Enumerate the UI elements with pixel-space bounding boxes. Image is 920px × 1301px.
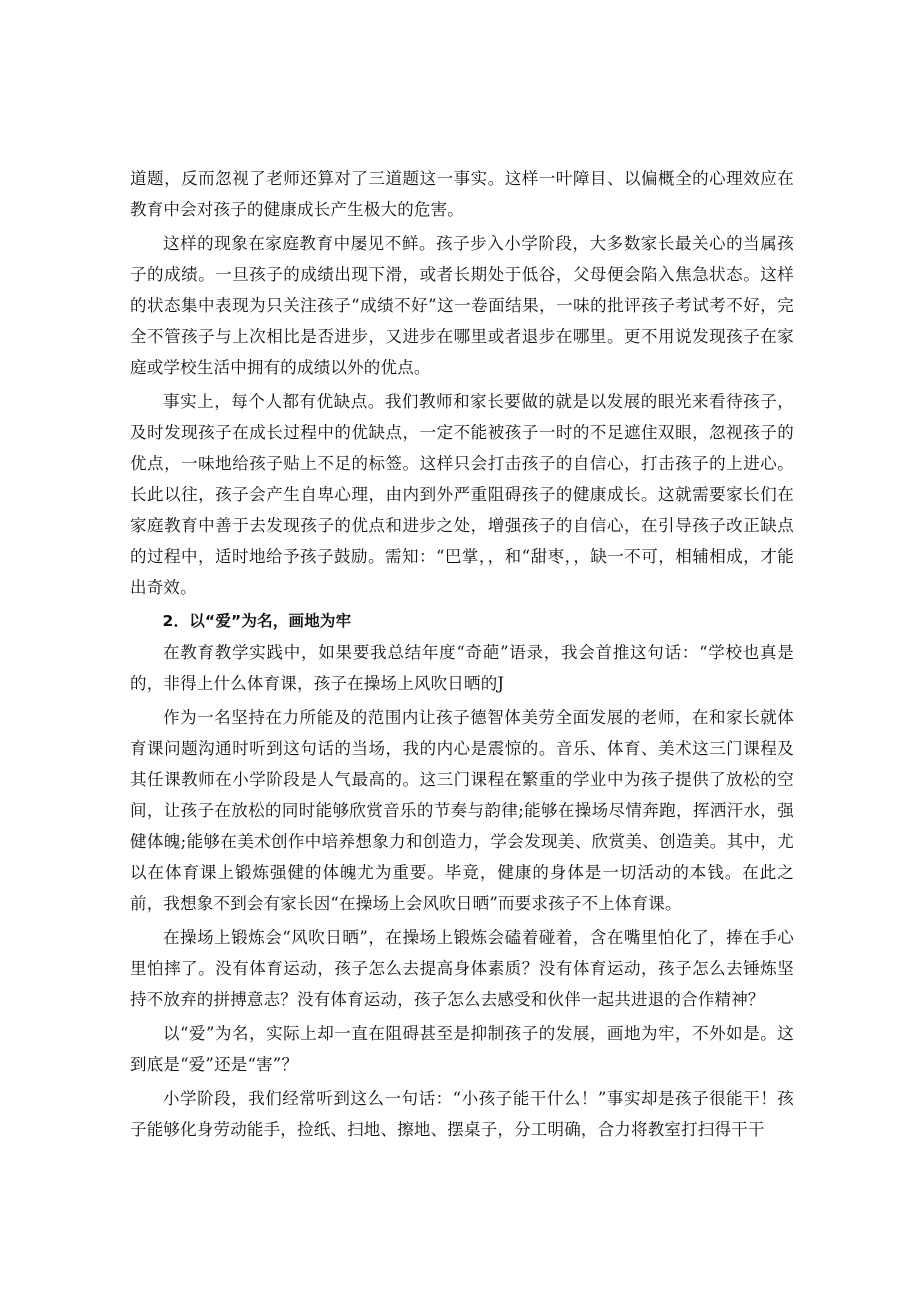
paragraph-strengths-weaknesses: 事实上，每个人都有优缺点。我们教师和家长要做的就是以发展的眼光来看待孩子，及时发现孩子在成长过程中的优缺点，一定不能被孩子一时的不足遮住双眼，忽视孩子的优点，一味地给孩子贴上不足的标签。这样只会打击孩子的自信心，打击孩子的上进心。长此以往，孩子会产生自卑心理，由内到外严重阻碍孩子的健康成长。这就需要家长们在家庭教育中善于去发现孩子的优点和进步之处，增强孩子的自信心，在引导孩子改正缺点的过程中，适时地给予孩子鼓励。需知：“巴掌，，和“甜枣，，缺一不可，相辅相成，才能出奇效。: [130, 392, 794, 597]
paragraph-continuation: 道题，反而忽视了老师还算对了三道题这一事实。这样一叶障目、以偏概全的心理效应在教育中会对孩子的健康成长产生极大的危害。: [130, 169, 794, 219]
paragraph-playground: 在操场上锻炼会“风吹日晒”，在操场上锻炼会磕着碰着，含在嘴里怕化了，捧在手心里怕摔了。没有体育运动，孩子怎么去提高身体素质？没有体育运动，孩子怎么去锤炼坚持不放弃的拼搏意志？没有体育运动，孩子怎么去感受和伙伴一起共进退的合作精神？: [130, 928, 794, 1009]
section-heading: 2．以“爱”为名，画地为牢: [162, 612, 352, 630]
paragraph-family-education: 这样的现象在家庭教育中屡见不鲜。孩子步入小学阶段，大多数家长最关心的当属孩子的成绩。一旦孩子的成绩出现下滑，或者长期处于低谷，父母便会陷入焦急状态。这样的状态集中表现为只关注孩子“成绩不好”这一卷面结果，一味的批评孩子考试考不好，完全不管孩子与上次相比是否进步，又进步在哪里或者退步在哪里。更不用说发现孩子在家庭或学校生活中拥有的成绩以外的优点。: [130, 234, 794, 377]
document-page: [130, 163, 794, 1145]
paragraph-capable-children: 小学阶段，我们经常听到这么一句话：“小孩子能干什么！”事实却是孩子很能干！孩子能够化身劳动能手，捡纸、扫地、擦地、摆桌子，分工明确，合力将教室打扫得干干: [130, 1089, 794, 1139]
paragraph-love-or-harm: 以“爱”为名，实际上却一直在阻碍甚至是抑制孩子的发展，画地为牢，不外如是。这到底是“爱”还是“害”？: [130, 1024, 794, 1074]
paragraph-quote-intro: 在教育教学实践中，如果要我总结年度“奇葩”语录，我会首推这句话：“学校也真是的，非得上什么体育课，孩子在操场上风吹日晒的J: [130, 643, 794, 693]
paragraph-pe-teacher: 作为一名坚持在力所能及的范围内让孩子德智体美劳全面发展的老师，在和家长就体育课问题沟通时听到这句话的当场，我的内心是震惊的。音乐、体育、美术这三门课程及其任课教师在小学阶段是人气最高的。这三门课程在繁重的学业中为孩子提供了放松的空间，让孩子在放松的同时能够欣赏音乐的节奏与韵律;能够在操场尽情奔跑，挥洒汗水，强健体魄;能够在美术创作中培养想象力和创造力，学会发现美、欣赏美、创造美。其中，尤以在体育课上锻炼强健的体魄尤为重要。毕竟，健康的身体是一切活动的本钱。在此之前，我想象不到会有家长因“在操场上会风吹日晒”而要求孩子不上体育课。: [130, 708, 794, 913]
